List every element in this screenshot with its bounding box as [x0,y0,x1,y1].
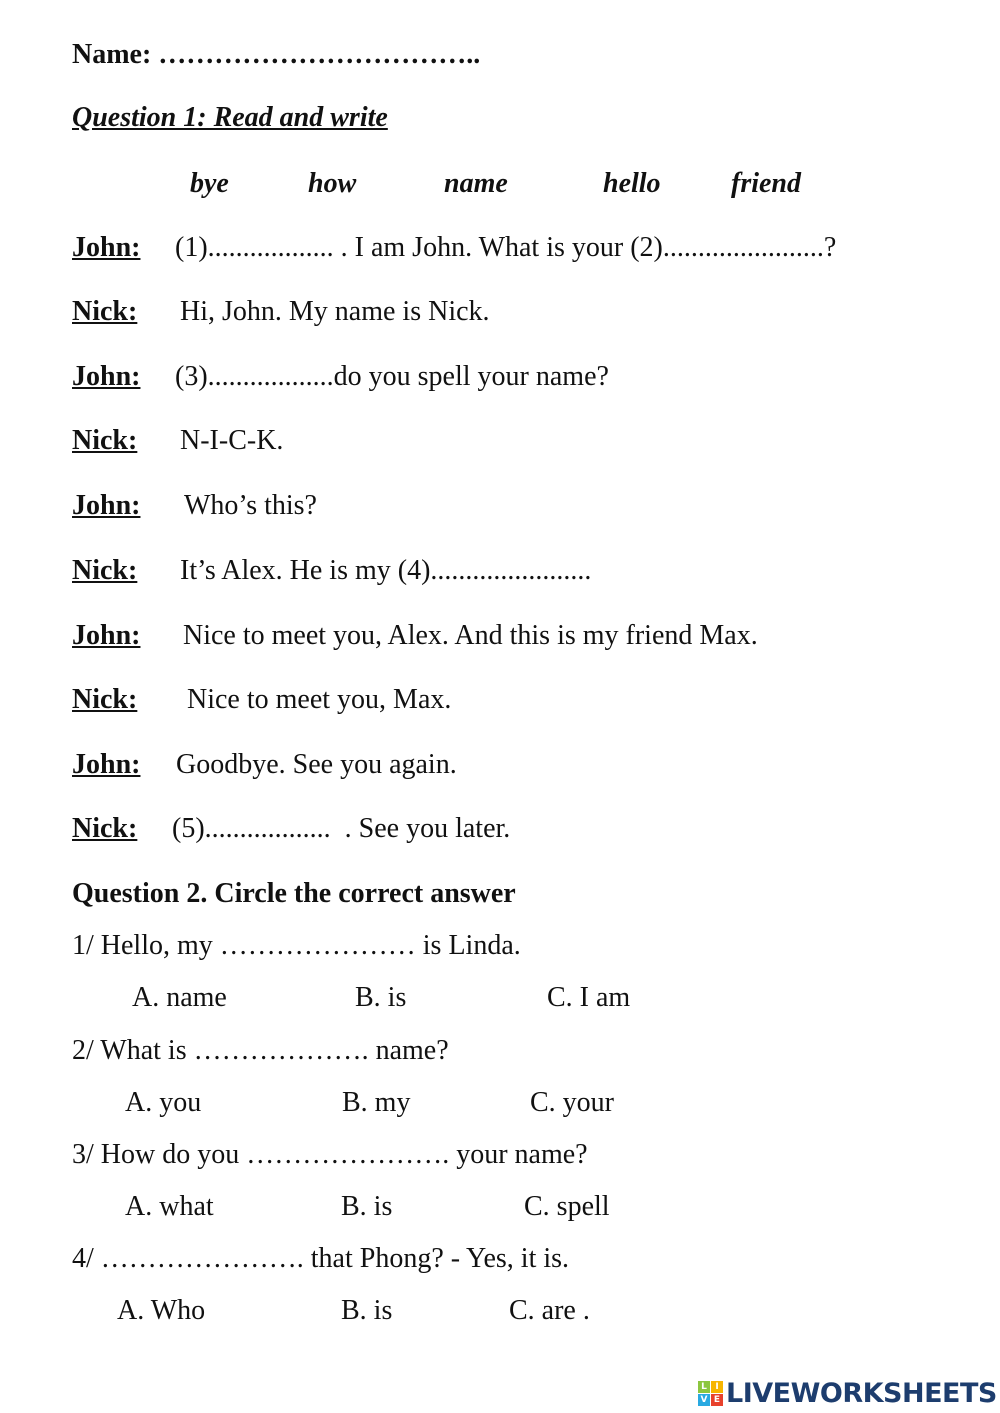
logo-letter: V [698,1394,710,1406]
dialogue-line: (1).................. . I am John. What is your (2).......................? [175,232,837,263]
dialogue-line: (5).................. . See you later. [172,813,511,844]
dialogue-line: N-I-C-K. [180,425,284,456]
name-line: Name: …………………………….. [72,39,481,70]
question-text: 4/ …………………. that Phong? - Yes, it is. [72,1243,570,1274]
speaker: John: [72,749,141,780]
speaker: John: [72,620,141,651]
answer-option[interactable]: A. what [125,1191,214,1222]
dialogue-line: Hi, John. My name is Nick. [180,296,490,327]
question-text: 1/ Hello, my ………………… is Linda. [72,930,521,961]
word-bank-item: hello [603,168,661,199]
dialogue-line: Goodbye. See you again. [176,749,457,780]
dialogue-line: Nice to meet you, Max. [187,684,452,715]
speaker: Nick: [72,684,138,715]
dialogue-line: Who’s this? [184,490,317,521]
dialogue-line: (3)..................do you spell your name? [175,361,609,392]
answer-option[interactable]: C. spell [524,1191,610,1222]
dialogue-line: It’s Alex. He is my (4)....................... [180,555,592,586]
logo-letter: E [711,1394,723,1406]
question-text: 2/ What is ………………. name? [72,1035,449,1066]
live-blocks-icon [698,1381,723,1406]
answer-option[interactable]: B. is [355,982,407,1013]
speaker: John: [72,232,141,263]
answer-option[interactable]: C. I am [547,982,631,1013]
answer-option[interactable]: B. is [341,1191,393,1222]
speaker: Nick: [72,296,138,327]
speaker: John: [72,361,141,392]
logo-letter: L [698,1381,710,1393]
question-2-title: Question 2. Circle the correct answer [72,878,516,909]
speaker: John: [72,490,141,521]
answer-option[interactable]: A. you [125,1087,202,1118]
answer-option[interactable]: A. name [132,982,227,1013]
answer-option[interactable]: A. Who [117,1295,206,1326]
question-text: 3/ How do you …………………. your name? [72,1139,588,1170]
word-bank-item: name [444,168,508,199]
answer-option[interactable]: C. your [530,1087,614,1118]
word-bank-item: bye [190,168,229,199]
answer-option[interactable]: C. are . [509,1295,590,1326]
logo-text: LIVEWORKSHEETS [726,1378,997,1409]
liveworksheets-logo [698,1378,997,1409]
speaker: Nick: [72,813,138,844]
speaker: Nick: [72,555,138,586]
logo-letter: I [711,1381,723,1393]
word-bank-item: how [308,168,357,199]
answer-option[interactable]: B. my [342,1087,411,1118]
word-bank-item: friend [731,168,801,199]
answer-option[interactable]: B. is [341,1295,393,1326]
dialogue-line: Nice to meet you, Alex. And this is my friend Max. [183,620,758,651]
question-1-title: Question 1: Read and write [72,102,388,133]
speaker: Nick: [72,425,138,456]
